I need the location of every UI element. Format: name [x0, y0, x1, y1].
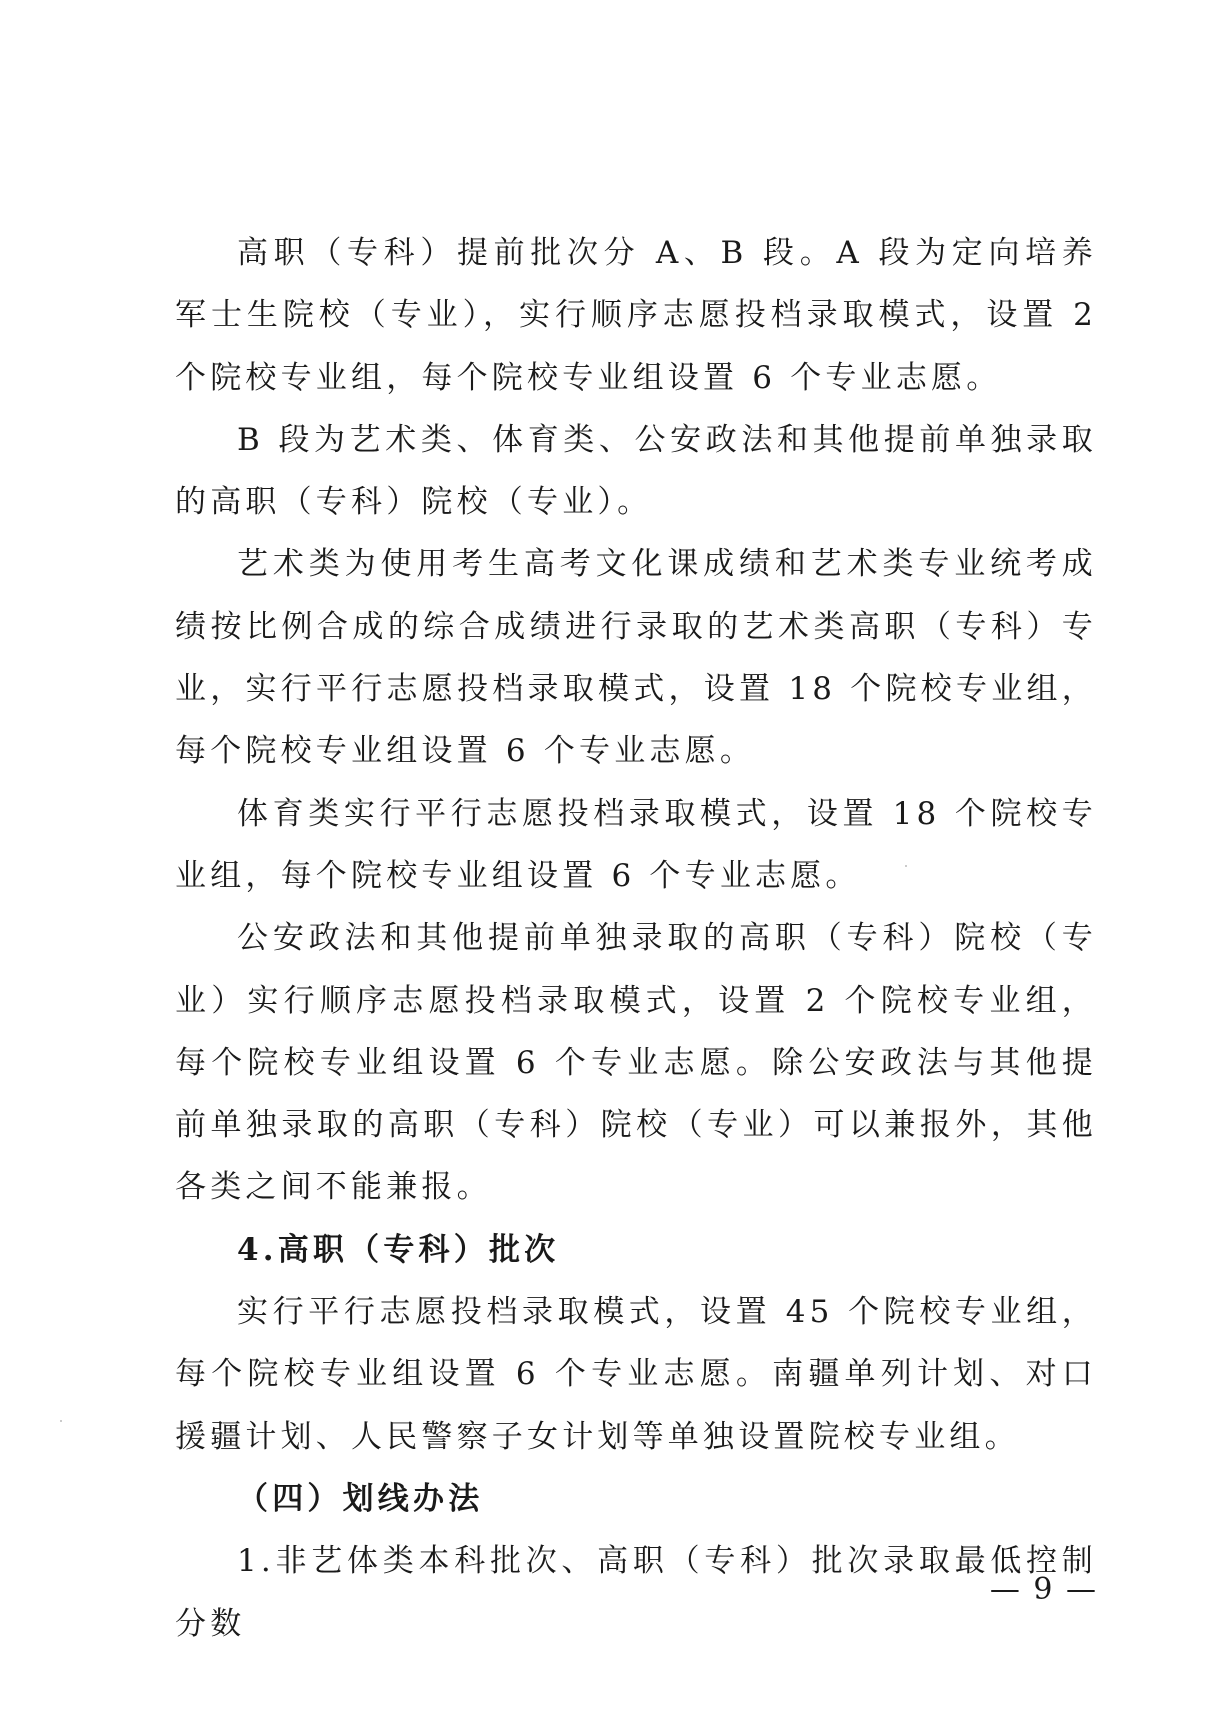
part-heading-cutoff-method: （四）划线办法: [237, 1480, 484, 1517]
document-body: [175, 222, 1097, 1655]
paragraph-sports: 体育类实行平行志愿投档录取模式，设置 18 个院校专业组，每个院校专业组设置 6 个专业志愿。: [175, 795, 1097, 894]
section-heading-vocational-batch: 4.高职（专科）批次: [237, 1231, 560, 1268]
paragraph-segment-b: B 段为艺术类、体育类、公安政法和其他提前单独录取的高职（专科）院校（专业）。: [175, 421, 1097, 521]
paragraph-vocational-early-batch: 高职（专科）提前批次分 A、B 段。A 段为定向培养军士生院校（专业），实行顺序志愿投档录取模式，设置 2 个院校专业组，每个院校专业组设置 6 个专业志愿。: [175, 235, 1097, 396]
paragraph-arts: 艺术类为使用考生高考文化课成绩和艺术类专业统考成绩按比例合成的综合成绩进行录取的艺术类高职（专科）专业，实行平行志愿投档录取模式，设置 18 个院校专业组，每个院校专业组设置 6 个专业志愿。: [175, 546, 1097, 770]
paragraph-public-security: 公安政法和其他提前单独录取的高职（专科）院校（专业）实行顺序志愿投档录取模式，设置 2 个院校专业组，每个院校专业组设置 6 个专业志愿。除公安政法与其他提前单独录取的高职（专科）院校（专业）可以兼报外，其他各类之间不能兼报。: [175, 920, 1097, 1206]
scan-speck: [905, 865, 907, 867]
page-number: — 9 —: [989, 1572, 1098, 1607]
paragraph-cutoff-item-1: 1.非艺体类本科批次、高职（专科）批次录取最低控制分数: [175, 1543, 1097, 1642]
scan-speck: [60, 1420, 62, 1422]
paragraph-vocational-batch: 实行平行志愿投档录取模式，设置 45 个院校专业组，每个院校专业组设置 6 个专业志愿。南疆单列计划、对口援疆计划、人民警察子女计划等单独设置院校专业组。: [175, 1294, 1097, 1455]
